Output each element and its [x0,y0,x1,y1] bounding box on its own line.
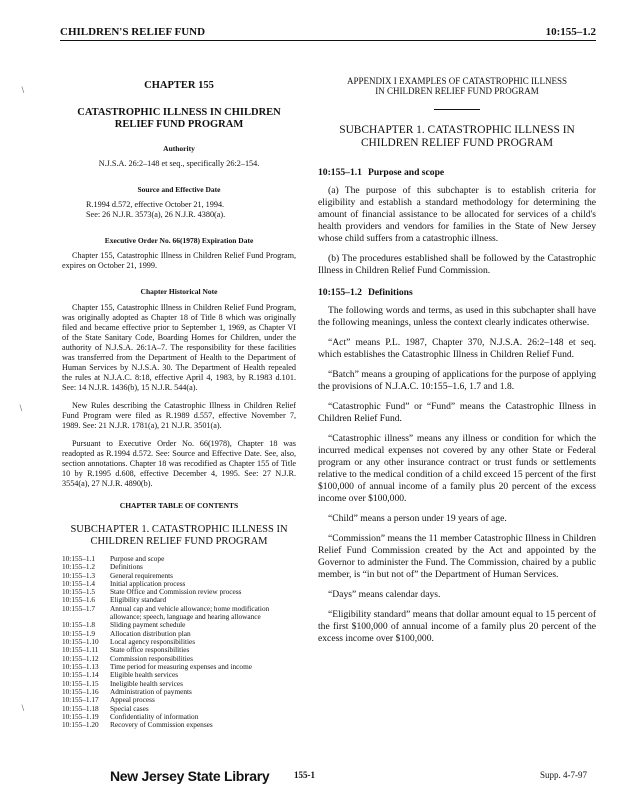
chapter-number: CHAPTER 155 [144,80,214,91]
history-heading: Chapter Historical Note [140,287,218,297]
definition-child: “Child” means a person under 19 years of age. [328,512,507,524]
source-text [62,200,296,220]
toc-number: 10:155–1.7 [62,603,96,613]
toc-number: 10:155–1.11 [62,645,99,655]
toc-title: Ineligible health services [110,678,183,688]
toc-title: Commission responsibilities [110,653,193,663]
chapter-title-line: RELIEF FUND PROGRAM [114,119,244,131]
header-left: CHILDREN'S RELIEF FUND [60,26,206,38]
subchapter-line: CHILDREN RELIEF FUND PROGRAM [360,137,554,150]
left-column [62,68,296,729]
appendix-line: APPENDIX I EXAMPLES OF CATASTROPHIC ILLNESS [346,76,568,86]
toc-number: 10:155–1.20 [62,720,99,730]
toc-number: 10:155–1.16 [62,686,99,696]
toc-number: 10:155–1.1 [62,553,96,563]
definition-commission: “Commission” means the 11 member Catastrophic Illness in Children Relief Fund Commission created by the Act and appointed by the Governor to administer the Fund. The Commission, chaired by a public member, is “in but not of” the Department of Human Services. [318,532,596,580]
toc-row [62,721,296,729]
history-paragraph: Chapter 155, Catastrophic Illness in Children Relief Fund Program, was originally adopted as Chapter 18 of Title 8 which was originally filed and became effective prior to September 1, 1969, as Chapter VI of the State Sanitary Code, Boarding Homes for Children, under the authority of N.J.S.A. 26:1A–7. The responsibility for these facilities was transferred from the Department of Health to the Department of Human Services by N.J.S.A. 30. The Department of Health repealed the rules at N.J.A.C. 8:18, effective April 4, 1983, by R.1983 d.101. See: 14 N.J.R. 1436(b), 15 N.J.R. 544(a). [62,302,296,392]
toc-number: 10:155–1.8 [62,620,96,630]
source-heading: Source and Effective Date [137,185,221,195]
section-heading [318,167,596,179]
toc-number: 10:155–1.9 [62,628,96,638]
appendix-heading [318,76,596,97]
exec-order-heading: Executive Order No. 66(1978) Expiration Date [104,236,254,246]
definition-days: “Days” means calendar days. [328,588,441,600]
toc-title: General requirements [110,570,174,580]
margin-mark: ∖ [18,404,24,413]
toc-number: 10:155–1.5 [62,587,96,597]
authority-heading: Authority [163,143,195,153]
toc-title: Initial application process [110,578,186,588]
chapter-title [62,107,296,132]
subchapter-line: SUBCHAPTER 1. CATASTROPHIC ILLNESS IN [70,523,288,535]
toc-title: Appeal process [110,695,155,705]
section-title: Purpose and scope [367,167,445,179]
section-paragraph: (b) The procedures established shall be followed by the Catastrophic Illness in Children Relief Fund Commission. [318,252,596,276]
running-header [60,26,596,41]
subchapter-line: SUBCHAPTER 1. CATASTROPHIC ILLNESS IN [339,123,575,136]
toc-number: 10:155–1.6 [62,595,96,605]
section-paragraph: The following words and terms, as used in this subchapter shall have the following meanings, unless the context clearly indicates otherwise. [318,304,596,328]
definition-eligibility: “Eligibility standard” means that dollar amount equal to 15 percent of the first $100,000 of annual income of a family plus 20 percent of the excess income over $100,000. [318,608,597,644]
source-line: See: 26 N.J.R. 3573(a), 26 N.J.R. 4380(a). [86,210,226,220]
table-of-contents [62,555,296,730]
toc-row [62,588,296,596]
toc-title: Purpose and scope [110,553,165,563]
history-paragraph: Pursuant to Executive Order No. 66(1978), Chapter 18 was readopted as R.1994 d.572. See: Source and Effective Date. See, also, section annotations. Chapter 18 was recodified as Chapter 155 of Title 10 by R.1995 d.608, effective December 4, 1995. See: 27 N.J.R. 3554(a), 27 N.J.R. 4890(b). [62,438,296,488]
toc-title: Eligibility standard [110,595,167,605]
appendix-line: IN CHILDREN RELIEF FUND PROGRAM [375,86,539,97]
toc-row [62,563,296,571]
toc-number: 10:155–1.4 [62,578,96,588]
toc-number: 10:155–1.19 [62,711,99,721]
toc-row [62,555,296,563]
toc-title: Annual cap and vehicle allowance; home modification allowance; speech, language and hearing allowance [110,603,270,622]
toc-number: 10:155–1.14 [62,670,99,680]
toc-title: State Office and Commission review process [110,587,242,597]
definition-fund: “Catastrophic Fund” or “Fund” means the Catastrophic Illness in Children Relief Fund. [318,400,596,424]
section-paragraph: (a) The purpose of this subchapter is to establish criteria for eligibility and establish a standard methodology for determining the amount of financial assistance to be allocated for services of a child's health providers and vendors for families in the State of New Jersey whose child suffers from a catastrophic illness. [318,185,596,244]
toc-number: 10:155–1.17 [62,695,99,705]
toc-title: Time period for measuring expenses and income [110,661,252,671]
toc-number: 10:155–1.2 [62,562,96,572]
page-footer [0,764,618,788]
toc-title: Recovery of Commission expenses [110,720,213,730]
toc-title: Eligible health services [110,670,179,680]
authority-text: N.J.S.A. 26:2–148 et seq., specifically 26:2–154. [98,159,260,169]
section-heading [318,287,596,299]
toc-title: Administration of payments [110,686,192,696]
toc-title: Local agency responsibilities [110,637,196,646]
chapter-title-line: CATASTROPHIC ILLNESS IN CHILDREN [77,106,281,118]
subchapter-heading [318,124,596,151]
toc-title: State office responsibilities [110,645,190,655]
toc-title: Sliding payment schedule [110,620,186,630]
right-column [318,68,596,653]
toc-number: 10:155–1.3 [62,570,96,580]
exec-order-text: Chapter 155, Catastrophic Illness in Children Relief Fund Program, expires on October 21, 1999. [62,251,296,271]
section-number: 10:155–1.1 [318,167,362,179]
toc-title: Confidentiality of information [110,711,199,721]
section-number: 10:155–1.2 [318,286,362,298]
toc-number: 10:155–1.18 [62,703,99,713]
toc-number: 10:155–1.12 [62,653,99,663]
subchapter-line: CHILDREN RELIEF FUND PROGRAM [90,536,268,548]
toc-title: Special cases [110,703,149,713]
toc-title: Definitions [110,562,143,572]
history-paragraph: New Rules describing the Catastrophic Illness in Children Relief Fund Program were filed as R.1989 d.557, effective November 7, 1989. See: 21 N.J.R. 1781(a), 21 N.J.R. 3501(a). [62,400,296,430]
toc-number: 10:155–1.13 [62,661,99,671]
divider-rule [434,109,480,110]
margin-mark: ∖ [20,86,26,95]
source-line: R.1994 d.572, effective October 21, 1994. [86,200,225,210]
library-stamp: New Jersey State Library [110,768,270,784]
section-title: Definitions [367,286,413,298]
toc-number: 10:155–1.10 [62,637,99,646]
toc-row [62,605,296,622]
margin-mark: ∖ [20,704,26,713]
toc-number: 10:155–1.15 [62,678,99,688]
definition-batch: “Batch” means a grouping of applications for the purpose of applying the provisions of N.J.A.C. 10:155–1.6, 1.7 and 1.8. [318,368,596,392]
subchapter-heading [62,524,296,549]
page-number: 155-1 [294,770,315,780]
header-right: 10:155–1.2 [545,26,596,38]
toc-title: Allocation distribution plan [110,628,191,638]
definition-act: “Act” means P.L. 1987, Chapter 370, N.J.S.A. 26:2–148 et seq. which establishes the Catastrophic Illness in Children Relief Fund. [318,336,596,360]
supplement-date: Supp. 4-7-97 [540,770,587,780]
toc-heading: CHAPTER TABLE OF CONTENTS [119,500,239,510]
definition-illness: “Catastrophic illness” means any illness or condition for which the incurred medical expenses not covered by any other State or Federal program or any other insurance contract or trust funds or settlements relative to the medical condition of a child exceed 15 percent of the first $100,000 of annual income of a family plus 20 percent of the excess income over $100,000. [318,432,596,504]
